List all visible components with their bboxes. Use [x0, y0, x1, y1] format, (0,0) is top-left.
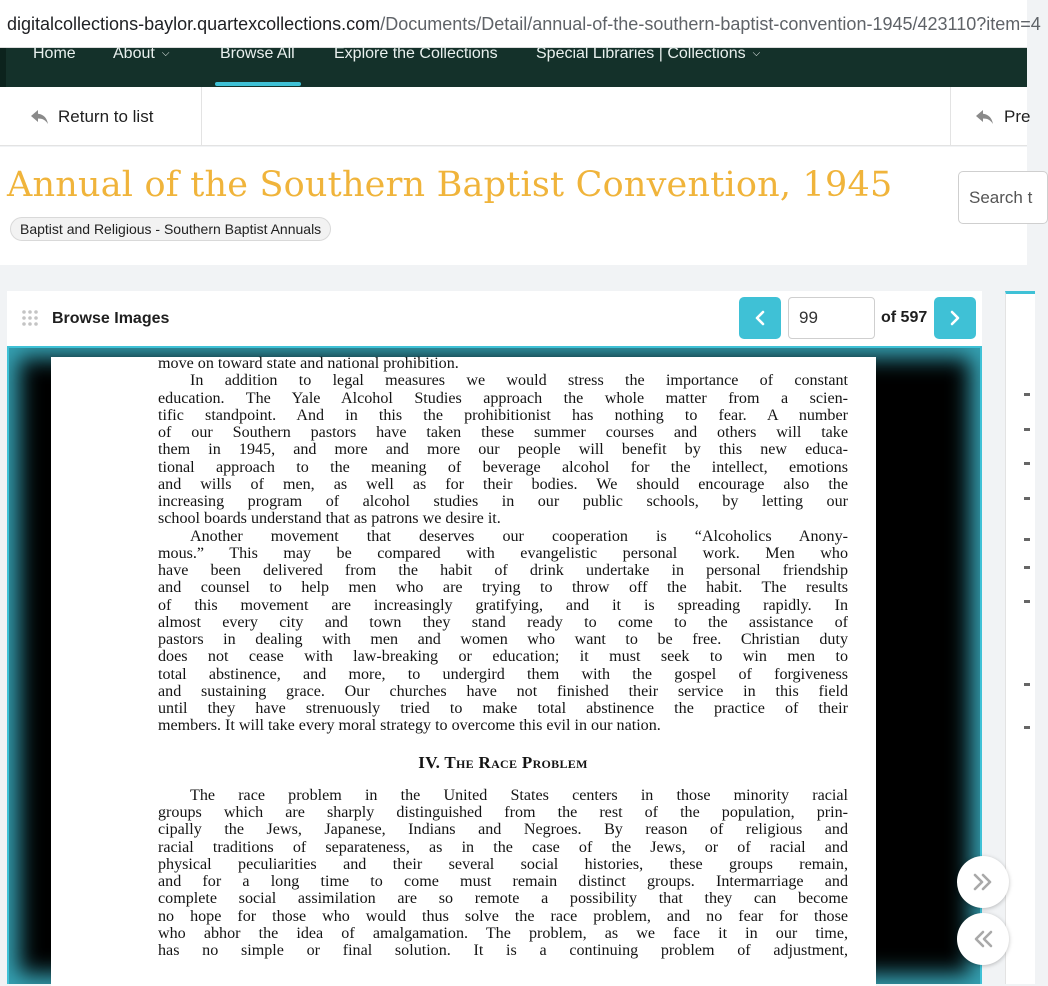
- return-to-list-button[interactable]: [30, 106, 153, 128]
- toolbar-divider: [201, 87, 202, 146]
- image-viewer: [7, 291, 982, 984]
- page-text-line: members. It will take every moral strategy to overcome this evil in our nation.: [158, 717, 661, 735]
- page-text-line: of this movement are increasingly gratifying, and it is spreading rapidly. In: [158, 596, 848, 614]
- page-text-line: complete social assimilation are so remote a possibility that they can become: [158, 890, 848, 908]
- page-text-line: and sustaining grace. Our churches have not finished their service in this field: [158, 682, 848, 700]
- search-input[interactable]: [958, 171, 1048, 224]
- previous-record-button[interactable]: [975, 106, 1030, 128]
- next-page-button[interactable]: [934, 297, 976, 339]
- page-text-line: pastors in dealing with men and women who want to be free. Christian duty: [158, 631, 848, 648]
- page-text-line: racial traditions of separateness, as in the case of the Jews, or of racial and: [158, 838, 848, 856]
- nav-browse-all[interactable]: Browse All: [220, 45, 295, 62]
- side-panel-text-fragment: [1024, 393, 1030, 396]
- page-text-line: no hope for those who would thus solve the race problem, and no fear for those: [158, 907, 848, 925]
- page-text-line: mous.” This may be compared with evangelistic personal work. Men who: [158, 544, 848, 562]
- drag-handle-icon[interactable]: [21, 309, 39, 327]
- nav-edge: [0, 48, 6, 87]
- page-text-line: have been delivered from the habit of drink undertake in personal friendship: [158, 562, 848, 579]
- collection-tag[interactable]: Baptist and Religious - Southern Baptist Annuals: [10, 217, 331, 241]
- chevron-right-icon: [948, 310, 962, 326]
- browser-url-bar[interactable]: [0, 0, 1041, 48]
- side-panel-text-fragment: [1024, 600, 1030, 603]
- page-text-line: and counsel to help men who are trying to throw off the habit. The results: [158, 579, 848, 597]
- side-panel-text-fragment: [1024, 683, 1030, 686]
- page-text-line: until they have strenuously tried to make total abstinence the practice of their: [158, 700, 848, 717]
- page-text-line: groups which are sharply distinguished from the rest of the population, prin-: [158, 804, 848, 821]
- document-header: [0, 147, 1033, 265]
- nav-explore-collections[interactable]: Explore the Collections: [334, 45, 498, 62]
- nav-home[interactable]: Home: [33, 45, 76, 62]
- zoom-in-button[interactable]: [957, 856, 1009, 908]
- chevron-left-icon: [753, 310, 767, 326]
- viewer-header: [7, 291, 982, 346]
- side-panel-text-fragment: [1024, 428, 1030, 431]
- section-heading: IV. The Race Problem: [418, 752, 588, 772]
- reply-arrow-icon: [975, 109, 994, 125]
- search-placeholder: Search t: [969, 188, 1033, 207]
- side-panel-text-fragment: [1024, 538, 1030, 541]
- scanned-page-text: [158, 355, 848, 959]
- page-text-line: school boards understand that as patrons we desire it.: [158, 510, 501, 528]
- url-text[interactable]: digitalcollections-baylor.quartexcollections.com/Documents/Detail/annual-of-the-southern-baptist-convention-1945/423110?item=4: [7, 14, 1041, 34]
- double-chevron-left-icon: [972, 929, 994, 949]
- page-text-line: almost every city and town they stand ready to come to the assistance of: [158, 613, 848, 631]
- main-navigation: [0, 45, 1027, 87]
- page-text-line: cipally the Jews, Japanese, Indians and Negroes. By reason of religious and: [158, 821, 848, 839]
- viewer-title: Browse Images: [52, 310, 170, 327]
- chevron-down-icon: ⌵: [161, 48, 170, 59]
- page-text-line: tific standpoint. And in this the prohibitionist has nothing to fear. A number: [158, 406, 848, 424]
- nav-active-indicator: [215, 82, 301, 86]
- page-text-line: does not cease with law-breaking or education; it must seek to win men to: [158, 648, 848, 666]
- page-text-line: Another movement that deserves our cooperation is “Alcoholics Anony-: [190, 527, 848, 545]
- side-panel-text-fragment: [1024, 497, 1030, 500]
- nav-special-libraries[interactable]: Special Libraries | Collections ⌵: [536, 45, 761, 62]
- side-panel: [1005, 291, 1035, 984]
- zoom-out-button[interactable]: [957, 913, 1009, 965]
- page-text-line: who abhor the idea of amalgamation. The problem, as we face it in our time,: [158, 924, 848, 942]
- side-panel-text-fragment: [1024, 566, 1030, 569]
- page-text-line: and wills of men, as well as for their bodies. We should encourage also the: [158, 475, 848, 493]
- previous-record-label: Pre: [1004, 107, 1031, 126]
- page-title: Annual of the Southern Baptist Convention, 1945: [7, 165, 893, 205]
- page-text-line: physical peculiarities and their several social histories, these groups remain,: [158, 855, 848, 873]
- reply-arrow-icon: [30, 109, 49, 125]
- nav-about[interactable]: About ⌵: [113, 45, 170, 62]
- page-text-line: of our Southern pastors have taken these summer courses and others will take: [158, 424, 848, 441]
- toolbar-divider: [950, 87, 951, 146]
- chevron-down-icon: ⌵: [752, 48, 761, 59]
- record-toolbar: [0, 87, 1031, 146]
- page-text-line: education. The Yale Alcohol Studies approach the whole matter from a scien-: [158, 389, 848, 407]
- page-text-line: total abstinence, and more, to undergird them with the gospel of forgiveness: [158, 665, 848, 683]
- page-text-line: The race problem in the United States centers in those minority racial: [190, 786, 848, 804]
- page-text-line: move on toward state and national prohibition.: [158, 355, 459, 372]
- page-text-line: tional approach to the meaning of beverage alcohol for the intellect, emotions: [158, 458, 848, 476]
- return-to-list-label: Return to list: [58, 107, 154, 126]
- previous-page-button[interactable]: [739, 297, 781, 339]
- page-text-line: and for a long time to come must remain distinct groups. Intermarriage and: [158, 873, 848, 890]
- double-chevron-right-icon: [972, 872, 994, 892]
- page-text-line: has no simple or final solution. It is a continuing problem of adjustment,: [158, 942, 848, 959]
- page-image-area[interactable]: [7, 346, 982, 984]
- page-text-line: them in 1945, and more and more our people will benefit by this new educa-: [158, 441, 848, 459]
- page-text-line: In addition to legal measures we would stress the importance of constant: [190, 372, 848, 390]
- side-panel-text-fragment: [1024, 726, 1030, 729]
- scanned-page: [51, 357, 876, 986]
- page-text-line: increasing program of alcohol studies in our public schools, by letting our: [158, 493, 848, 510]
- page-number-input[interactable]: [788, 297, 875, 339]
- side-panel-text-fragment: [1024, 462, 1030, 465]
- page-total: of 597: [881, 309, 928, 326]
